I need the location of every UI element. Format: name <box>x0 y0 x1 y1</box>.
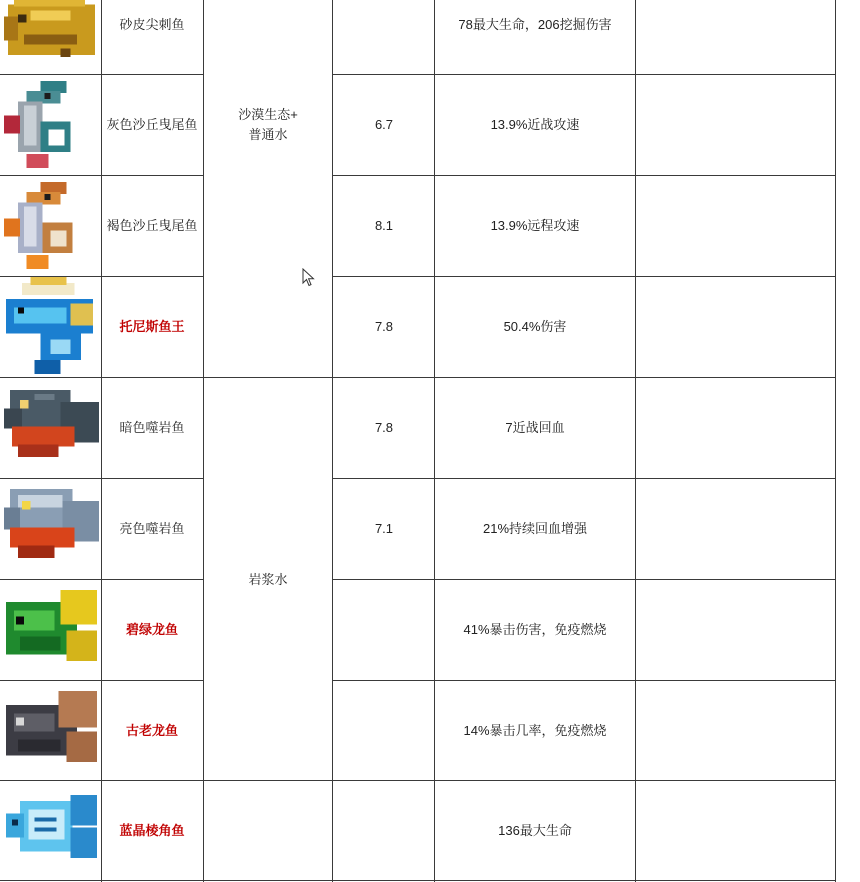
row-divider <box>0 880 836 881</box>
blue-crystal-anglefish-icon <box>0 781 101 882</box>
effect-cell: 41%暴击伤害，免疫燃烧 <box>463 622 607 637</box>
value-cell: 6.7 <box>374 117 394 132</box>
value-cell: 7.8 <box>374 319 394 334</box>
effect-cell: 21%持续回血增强 <box>482 521 588 536</box>
fish-name: 灰色沙丘曳尾鱼 <box>106 117 198 132</box>
fish-name: 亮色噬岩鱼 <box>119 521 185 536</box>
bright-rockeater-fish-icon <box>0 479 101 580</box>
fish-name: 暗色噬岩鱼 <box>119 420 185 435</box>
fish-name-rare: 托尼斯鱼王 <box>119 319 185 334</box>
habitat-cell: 沙漠生态+ 普通水 <box>238 107 298 142</box>
value-cell: 7.8 <box>374 420 394 435</box>
mouse-pointer-icon <box>302 268 316 291</box>
gray-dune-trailfish-icon <box>0 75 101 176</box>
effect-cell: 13.9%近战攻速 <box>490 117 580 132</box>
effect-cell: 50.4%伤害 <box>503 319 567 334</box>
emerald-dragonfish-icon <box>0 580 101 681</box>
effect-cell: 78最大生命，206挖掘伤害 <box>458 17 612 32</box>
fish-name-rare: 碧绿龙鱼 <box>125 622 178 637</box>
column-divider <box>635 0 636 882</box>
fish-name: 褐色沙丘曳尾鱼 <box>106 218 198 233</box>
ancient-dragonfish-icon <box>0 681 101 782</box>
fish-name: 砂皮尖刺鱼 <box>119 17 185 32</box>
fish-name-rare: 古老龙鱼 <box>125 723 178 738</box>
effect-cell: 136最大生命 <box>498 822 572 838</box>
effect-cell: 14%暴击几率，免疫燃烧 <box>463 723 607 738</box>
column-divider <box>332 0 333 882</box>
sandpaper-spikefish-icon <box>0 0 101 75</box>
effect-cell: 13.9%远程攻速 <box>490 218 580 233</box>
brown-dune-trailfish-icon <box>0 176 101 277</box>
effect-cell: 7近战回血 <box>505 420 565 435</box>
habitat-cell: 岩浆水 <box>248 572 288 587</box>
tonis-fish-king-icon <box>0 277 101 378</box>
column-divider <box>835 0 836 882</box>
dark-rockeater-fish-icon <box>0 378 101 479</box>
value-cell: 8.1 <box>374 218 394 233</box>
fish-name-rare: 蓝晶棱角鱼 <box>119 822 185 838</box>
value-cell: 7.1 <box>374 521 394 536</box>
